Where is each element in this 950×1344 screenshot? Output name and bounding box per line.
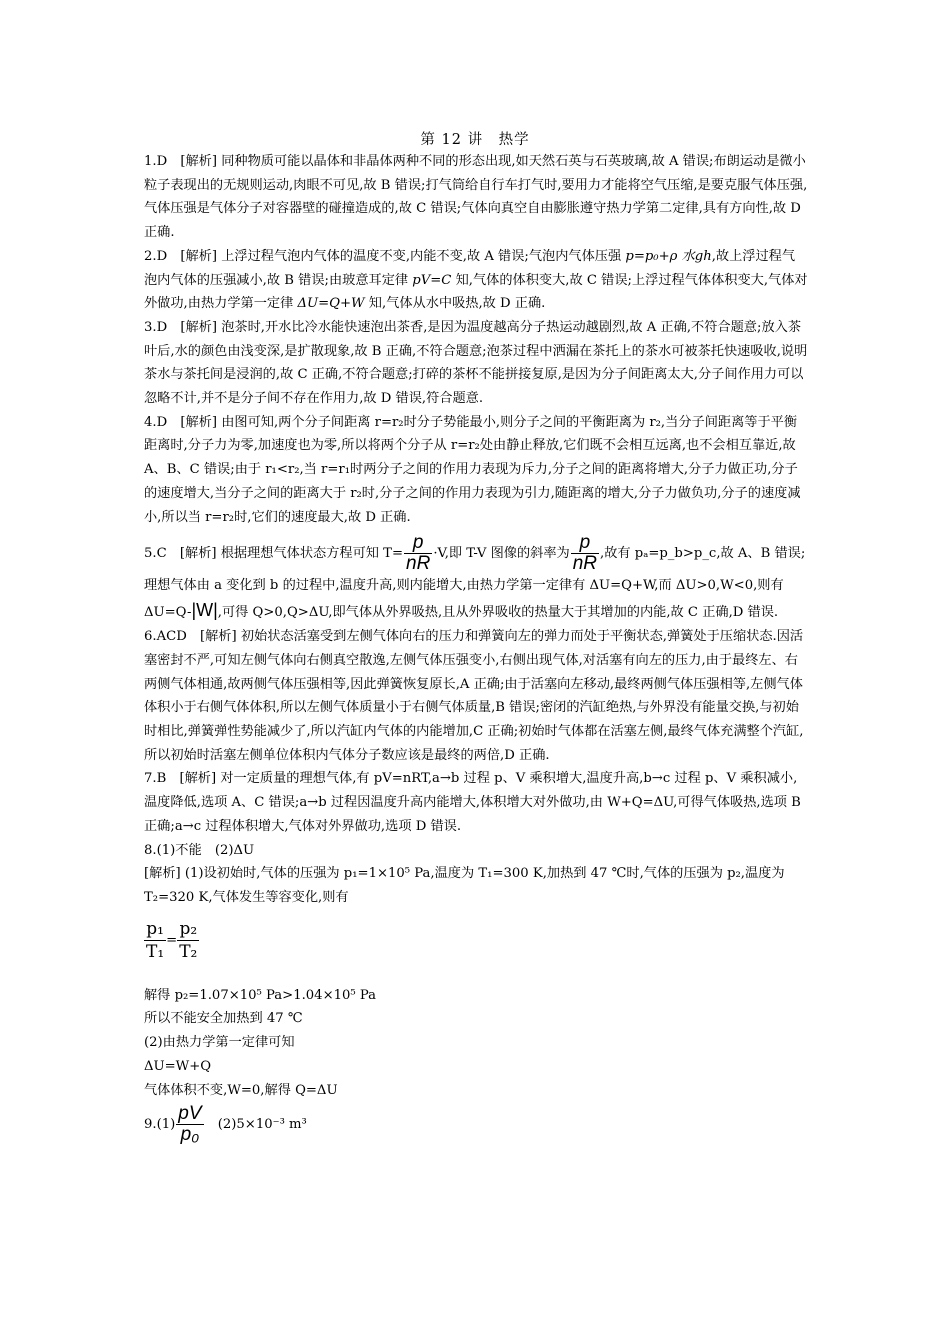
- answer-4: 4.D [解析] 由图可知,两个分子间距离 r=r₂时分子势能最小,则分子之间的平衡距离为 r₂,当分子间距离等于平衡距离时,分子力为零,加速度也为零,所以将两个分子从 r=r₂处由静止释放,它们既不会相互远离,也不会相互靠近,故 A、B、C 错误;由于 r₁<r₂,当 r=r₁时两分子之间的作用力表现为斥力,分子之间的距离将增大,分子力做正功,分子的速度增大,当分子之间的距离大于 r₂时,分子之间的作用力表现为引力,随距离的增大,分子力做负功,分子的速度减小,所以当 r=r₂时,它们的速度最大,故 D 正确.: [144, 414, 801, 525]
- answer-content: [144, 150, 808, 1145]
- fraction-p1-over-T1: [144, 918, 166, 963]
- fraction-denominator: p₀: [180, 1124, 200, 1146]
- equation-p1-T1-equals-p2-T2: $\frac{\text{p₁}}{\text{T₁}}$ = $\frac{\text{p₂}}{\text{T₂}}$: [146, 918, 198, 962]
- answer-5-text-c: ,故有 pₐ=p_b>p_c,故 A、B 错误;理想气体由 a 变化到 b 的过程中,温度升高,则内能增大,由热力学第一定律有 ΔU=Q+W,而 ΔU>0,W<0,则有: [144, 546, 806, 594]
- answer-3: 3.D [解析] 泡茶时,开水比冷水能快速泡出茶香,是因为温度越高分子热运动越剧烈,故 A 正确,不符合题意;放入茶叶后,水的颜色由浅变深,是扩散现象,故 B 正确,不符合题意;泡茶过程中洒漏在茶托上的茶水可被茶托快速吸收,说明茶水与茶托间是浸润的,故 C 正确,不符合题意;打碎的茶杯不能拼接复原,是因为分子间距离太大,分子间作用力可以忽略不计,并不是分子间不存在作用力,故 D 错误,符合题意.: [144, 319, 808, 407]
- answer-8-analysis: [解析] (1)设初始时,气体的压强为 p₁=1×10⁵ Pa,温度为 T₁=300 K,加热到 47 ℃时,气体的压强为 p₂,温度为 T₂=320 K,气体发生等容变化,则有: [144, 866, 785, 905]
- fraction-denominator: nR: [406, 553, 431, 575]
- answer-2-eq-pressure: p=p₀+ρ 水gh: [625, 248, 712, 264]
- answer-8-heading: 8.(1)不能 (2)ΔU: [144, 842, 255, 858]
- answer-2-eq-first-law: ΔU=Q+W: [297, 296, 365, 312]
- answer-5: [144, 533, 808, 625]
- answer-2-eq-boyle: pV=C: [412, 272, 452, 288]
- answer-9-label: 9.(1): [144, 1117, 176, 1133]
- answer-2: [144, 245, 808, 316]
- page-title: 第 12 讲 热学: [420, 132, 530, 148]
- answer-8-conclusion: 所以不能安全加热到 47 ℃: [144, 1011, 303, 1027]
- answer-8-result: 解得 p₂=1.07×10⁵ Pa>1.04×10⁵ Pa: [144, 987, 377, 1003]
- fraction-numerator: p: [571, 533, 599, 554]
- fraction-p-over-nR-slope: [571, 533, 599, 574]
- fraction-denominator: T₁: [146, 941, 165, 962]
- answer-2-text-b: ,故上浮过程气泡内气体的压强减小,故 B 错误;由玻意耳定律: [144, 248, 796, 288]
- fraction-numerator: p: [404, 533, 432, 554]
- fraction-numerator: p₁: [144, 918, 166, 941]
- answer-5-text-b: ·V,即 T-V 图像的斜率为: [433, 546, 570, 562]
- answer-1: 1.D [解析] 同种物质可能以晶体和非晶体两种不同的形态出现,如天然石英与石英玻璃,故 A 错误;布朗运动是微小粒子表现出的无规则运动,肉眼不可见,故 B 错误;打气筒给自行车打气时,要用力才能将空气压缩,是要克服气体压强,气体压强是气体分子对容器壁的碰撞造成的,故 C 错误;气体向真空自由膨胀遵守热力学第二定律,具有方向性,故 D 正确.: [144, 154, 808, 241]
- fraction-denominator: T₂: [179, 941, 198, 962]
- answer-5-text-e: ,可得 Q>0,Q>ΔU,即气体从外界吸热,且从外界吸收的热量大于其增加的内能,故 C 正确,D 错误.: [217, 605, 779, 621]
- answer-9: [144, 1104, 808, 1145]
- answer-2-text-c: 知,气体的体积变大,故 C 错误;上浮过程气体体积变大,气体对外做功,由热力学第一定律: [144, 272, 808, 312]
- fraction-pV-over-p0: [176, 1104, 203, 1145]
- answer-8-first-law: ΔU=W+Q: [144, 1058, 212, 1074]
- answer-8-part2: (2)由热力学第一定律可知: [144, 1035, 295, 1051]
- answer-7: 7.B [解析] 对一定质量的理想气体,有 pV=nRT,a→b 过程 p、V 乘积增大,温度升高,b→c 过程 p、V 乘积减小,温度降低,选项 A、C 错误;a→b 过程因温度升高内能增大,体积增大对外做功,由 W+Q=ΔU,可得气体吸热,选项 B 正确;a→c 过程体积增大,气体对外界做功,选项 D 错误.: [144, 771, 801, 834]
- answer-8-final: 气体体积不变,W=0,解得 Q=ΔU: [144, 1082, 338, 1098]
- answer-9-part2: (2)5×10⁻³ m³: [204, 1117, 307, 1133]
- fraction-denominator: nR: [572, 553, 598, 575]
- fraction-numerator: p₂: [177, 918, 199, 941]
- answer-5-text-a: 5.C [解析] 根据理想气体状态方程可知 T=: [144, 546, 404, 562]
- answer-6: 6.ACD [解析] 初始状态活塞受到左侧气体向右的压力和弹簧向左的弹力而处于平衡状态,弹簧处于压缩状态.因活塞密封不严,可知左侧气体向右侧真空散逸,左侧气体压强变小,右侧出现气体,对活塞有向左的压力,由于最终左、右两侧气体相通,故两侧气体压强相等,因此弹簧恢复原长,A 正确;由于活塞向左移动,最终两侧气体压强相等,左侧气体体积小于右侧气体体积,所以左侧气体质量小于右侧气体质量,B 错误;密闭的汽缸绝热,与外界没有能量交换,与初始时相比,弹簧弹性势能减少了,所以汽缸内气体的内能增加,C 正确;初始时气体都在活塞左侧,最终气体充满整个汽缸,所以初始时活塞左侧单位体积内气体分子数应该是最终的两倍,D 正确.: [144, 629, 804, 763]
- fraction-numerator: pV: [178, 1103, 202, 1125]
- fraction-p2-over-T2: [177, 918, 199, 963]
- answer-2-text-a: 2.D [解析] 上浮过程气泡内气体的温度不变,内能不变,故 A 错误;气泡内气体压强: [144, 248, 626, 264]
- fraction-p-over-nR: [404, 533, 432, 574]
- absolute-value-W: |W|: [191, 600, 218, 621]
- answer-2-text-d: 知,气体从水中吸热,故 D 正确.: [364, 296, 546, 312]
- answer-5-text-d: ΔU=Q-: [144, 605, 192, 621]
